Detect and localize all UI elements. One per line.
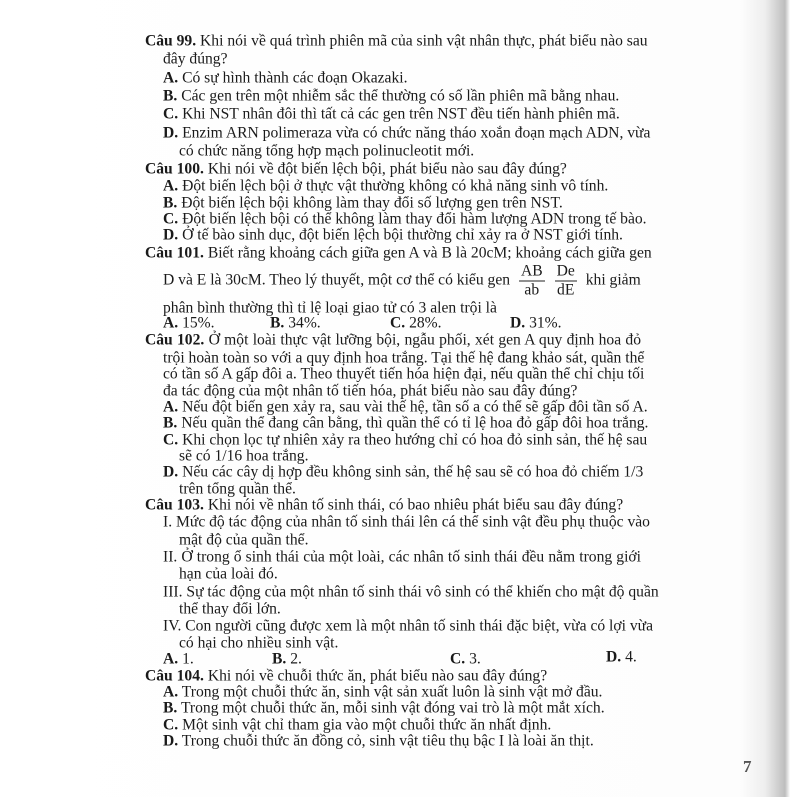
question-102-option-b: B. Nếu quần thể đang cân bằng, thì quần thể có tỉ lệ hoa đỏ gấp đôi hoa trắng. — [163, 414, 649, 432]
question-102-stem-cont-2: có tần số A gấp đôi a. Theo thuyết tiến hóa hiện đại, nếu quần thể chỉ chịu tối — [163, 365, 645, 383]
question-103-statement-4-cont: có hại cho nhiều sinh vật. — [179, 634, 339, 652]
question-102-stem-cont-3: đa tác động của một nhân tố tiến hóa, phát biểu nào sau đây đúng? — [163, 382, 578, 400]
genotype-fraction-de: $\frac{De}{dE}$ — [556, 262, 575, 299]
question-99-stem-cont: đây đúng? — [163, 50, 228, 68]
genotype-fraction-ab: $\frac{AB}{ab}$ — [520, 262, 543, 299]
question-101-answer-b: B. 34%. — [270, 314, 321, 332]
question-103-answer-d: D. 4. — [606, 648, 637, 666]
question-104-option-d: D. Trong chuỗi thức ăn đồng cỏ, sinh vật tiêu thụ bậc I là loài ăn thịt. — [163, 732, 594, 750]
question-102-stem-cont-1: trội hoàn toàn so với a quy định hoa trắng. Tại thế hệ đang khảo sát, quần thể — [163, 349, 645, 367]
question-103-answer-a: A. 1. — [163, 650, 194, 668]
page-number: 7 — [743, 757, 752, 776]
question-103-statement-4: IV. Con người cũng được xem là một nhân tố sinh thái đặc biệt, vừa có lợi vừa — [163, 617, 654, 635]
question-101-stem: Câu 101. Biết rằng khoảng cách giữa gen A và B là 20cM; khoảng cách giữa gen — [145, 244, 652, 262]
question-102-option-a: A. Nếu đột biến gen xảy ra, sau vài thế hệ, tần số a có thể sẽ gấp đôi tần số A. — [163, 398, 648, 416]
question-103-statement-2-cont: hạn của loài đó. — [179, 565, 278, 583]
question-103-answer-b: B. 2. — [272, 650, 302, 668]
question-101-stem-genotype-line: D và E là 30cM. Theo lý thuyết, một cơ thể có kiểu gen $\frac{AB}{ab}$ $\frac{De}{dE}$ khi giảm — [163, 262, 641, 299]
question-100-stem: Câu 100. Khi nói về đột biến lệch bội, phát biểu nào sau đây đúng? — [145, 160, 567, 178]
question-103-statement-2: II. Ở trong ổ sinh thái của một loài, các nhân tố sinh thái đều nằm trong giới — [163, 548, 641, 566]
question-103-statement-1: I. Mức độ tác động của nhân tố sinh thái lên cá thể sinh vật đều phụ thuộc vào — [163, 513, 650, 531]
question-99-option-b: B. Các gen trên một nhiễm sắc thể thường có số lần phiên mã bằng nhau. — [163, 87, 620, 105]
question-100-option-a: A. Đột biến lệch bội ở thực vật thường không có khả năng sinh vô tính. — [163, 177, 609, 195]
question-101-answer-c: C. 28%. — [390, 314, 442, 332]
question-104-option-c: C. Một sinh vật chỉ tham gia vào một chuỗi thức ăn nhất định. — [163, 716, 552, 734]
question-101-answer-a: A. 15%. — [163, 314, 215, 332]
question-102-stem: Câu 102. Ở một loài thực vật lưỡng bội, ngẫu phối, xét gen A quy định hoa đỏ — [145, 331, 642, 349]
question-99-stem: Câu 99. Khi nói về quá trình phiên mã của sinh vật nhân thực, phát biểu nào sau — [145, 32, 648, 50]
question-99-option-d-cont: có chức năng tổng hợp mạch polinucleotit mới. — [179, 142, 475, 160]
question-100-option-b: B. Đột biến lệch bội không làm thay đổi số lượng gen trên NST. — [163, 194, 563, 212]
question-99-option-c: C. Khi NST nhân đôi thì tất cả các gen trên NST đều tiến hành phiên mã. — [163, 105, 620, 123]
question-99-option-a: A. Có sự hình thành các đoạn Okazaki. — [163, 69, 408, 87]
question-101-stem-cont: phân bình thường thì tỉ lệ loại giao tử có 3 alen trội là — [163, 299, 497, 317]
question-103-statement-3: III. Sự tác động của một nhân tố sinh thái vô sinh có thể khiến cho mật độ quần — [163, 583, 659, 601]
question-103-stem: Câu 103. Khi nói về nhân tố sinh thái, có bao nhiêu phát biểu sau đây đúng? — [145, 496, 624, 514]
question-102-option-d-cont: trên tổng quần thể. — [179, 480, 296, 498]
question-101-answer-d: D. 31%. — [510, 314, 562, 332]
question-103-statement-3-cont: thể thay đổi lớn. — [179, 600, 281, 618]
question-103-statement-1-cont: mật độ của quần thể. — [179, 531, 309, 549]
question-102-option-d: D. Nếu các cây dị hợp đều không sinh sản, thế hệ sau sẽ có hoa đỏ chiếm 1/3 — [163, 463, 644, 481]
question-100-option-d: D. Ở tế bào sinh dục, đột biến lệch bội thường chỉ xảy ra ở NST giới tính. — [163, 226, 623, 244]
question-103-answer-c: C. 3. — [450, 650, 481, 668]
question-99-option-d: D. Enzim ARN polimeraza vừa có chức năng tháo xoắn đoạn mạch ADN, vừa — [163, 124, 651, 142]
question-104-option-b: B. Trong một chuỗi thức ăn, mỗi sinh vật đóng vai trò là một mắt xích. — [163, 699, 605, 717]
question-104-stem: Câu 104. Khi nói về chuỗi thức ăn, phát biểu nào sau đây đúng? — [145, 667, 548, 685]
question-100-option-c: C. Đột biến lệch bội có thể không làm thay đổi hàm lượng ADN trong tế bào. — [163, 210, 647, 228]
question-102-option-c-cont: sẽ có 1/16 hoa trắng. — [179, 447, 309, 465]
question-102-option-c: C. Khi chọn lọc tự nhiên xảy ra theo hướng chỉ có hoa đỏ sinh sản, thế hệ sau — [163, 431, 648, 449]
question-104-option-a: A. Trong một chuỗi thức ăn, sinh vật sản xuất luôn là sinh vật mở đầu. — [163, 683, 603, 701]
